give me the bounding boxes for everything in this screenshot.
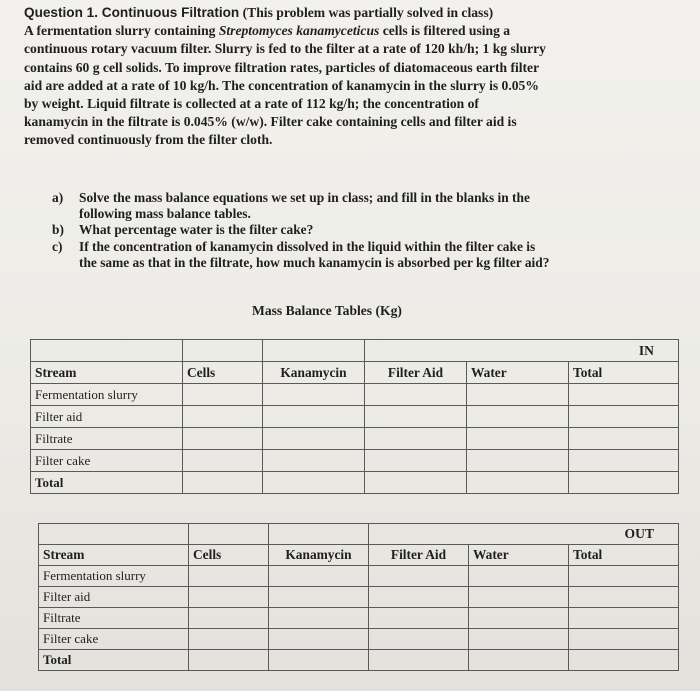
blank-cell[interactable] [469,587,569,608]
table-out-header-row [39,545,679,566]
table-cell [39,524,189,545]
mass-balance-table-out [38,523,679,671]
tables-title: Mass Balance Tables (Kg) [252,303,402,318]
blank-cell[interactable] [263,428,365,450]
blank-cell[interactable] [569,384,679,406]
subquestion-list [52,190,672,271]
blank-cell[interactable] [365,428,467,450]
question-line-7: removed continuously from the filter cloth. [24,132,273,148]
blank-cell[interactable] [183,428,263,450]
blank-cell[interactable] [467,384,569,406]
subquestion-label: a) [52,190,64,205]
question-title: Question 1. Continuous Filtration [24,5,240,20]
question-block [24,4,684,150]
subquestion-label: b) [52,222,64,238]
table-cell [263,340,365,362]
blank-cell[interactable] [263,472,365,494]
blank-cell[interactable] [189,608,269,629]
question-line-3: contains 60 g cell solids. To improve filtration rates, particles of diatomaceous earth filter [24,59,540,75]
blank-cell[interactable] [263,384,365,406]
header-kanamycin: Kanamycin [263,362,365,384]
blank-cell[interactable] [365,406,467,428]
question-text: A fermentation slurry containing [24,23,216,39]
blank-cell[interactable] [365,472,467,494]
blank-cell[interactable] [569,472,679,494]
header-water: Water [467,362,569,384]
blank-cell[interactable] [183,384,263,406]
row-label-filtrate: Filtrate [39,608,189,629]
row-label-filter-cake: Filter cake [39,629,189,650]
blank-cell[interactable] [269,629,369,650]
blank-cell[interactable] [269,650,369,671]
header-water: Water [469,545,569,566]
blank-cell[interactable] [469,629,569,650]
table-row [31,472,679,494]
blank-cell[interactable] [569,450,679,472]
table-cell [31,340,183,362]
subquestion-c-continued: the same as that in the filtrate, how much kanamycin is absorbed per kg filter aid? [79,254,550,270]
subquestion-text: If the concentration of kanamycin dissolved in the liquid within the filter cake is [79,238,536,254]
table-cell [269,524,369,545]
header-total: Total [569,362,679,384]
table-row [31,450,679,472]
mass-balance-table-in [30,339,679,494]
row-label-total: Total [39,650,189,671]
question-text: cells is filtered using a [382,23,511,39]
row-label-fermentation-slurry: Fermentation slurry [39,566,189,587]
blank-cell[interactable] [369,650,469,671]
blank-cell[interactable] [183,406,263,428]
blank-cell[interactable] [183,450,263,472]
subquestion-text: Solve the mass balance equations we set up in class; and fill in the blanks in the [79,190,530,205]
blank-cell[interactable] [269,566,369,587]
blank-cell[interactable] [365,384,467,406]
table-row [39,587,679,608]
subquestion-label: c) [52,238,63,254]
header-stream: Stream [31,362,183,384]
table-cell [183,340,263,362]
row-label-filter-cake: Filter cake [31,450,183,472]
blank-cell[interactable] [467,450,569,472]
section-label-out: OUT [369,524,679,545]
question-line-5: by weight. Liquid filtrate is collected at a rate of 112 kg/h; the concentration of [24,96,479,112]
blank-cell[interactable] [263,406,365,428]
row-label-filter-aid: Filter aid [39,587,189,608]
subquestion-c [52,239,672,255]
blank-cell[interactable] [569,650,679,671]
table-in-header-row [31,362,679,384]
question-line-6: kanamycin in the filtrate is 0.045% (w/w). Filter cake containing cells and filter aid is [24,114,517,130]
blank-cell[interactable] [569,406,679,428]
header-stream: Stream [39,545,189,566]
blank-cell[interactable] [189,629,269,650]
blank-cell[interactable] [369,566,469,587]
blank-cell[interactable] [369,629,469,650]
table-in-section-row [31,340,679,362]
header-cells: Cells [183,362,263,384]
blank-cell[interactable] [365,450,467,472]
blank-cell[interactable] [189,587,269,608]
blank-cell[interactable] [469,650,569,671]
question-line-2: continuous rotary vacuum filter. Slurry is fed to the filter at a rate of 120 kh/h; 1 kg slurry [24,41,546,57]
header-filter-aid: Filter Aid [365,362,467,384]
row-label-filter-aid: Filter aid [31,406,183,428]
blank-cell[interactable] [189,650,269,671]
question-line-1 [24,22,684,40]
subquestion-a-continued: following mass balance tables. [79,206,251,222]
question-line-4: aid are added at a rate of 10 kg/h. The concentration of kanamycin in the slurry is 0.05% [24,77,539,93]
blank-cell[interactable] [569,566,679,587]
table-row [31,428,679,450]
blank-cell[interactable] [569,587,679,608]
blank-cell[interactable] [569,428,679,450]
row-label-fermentation-slurry: Fermentation slurry [31,384,183,406]
table-out-section-row [39,524,679,545]
organism-name: Streptomyces kanamyceticus [218,23,380,39]
blank-cell[interactable] [469,608,569,629]
blank-cell[interactable] [467,428,569,450]
question-title-line [24,4,684,22]
header-total: Total [569,545,679,566]
table-cell [189,524,269,545]
blank-cell[interactable] [569,629,679,650]
blank-cell[interactable] [269,608,369,629]
table-row [39,650,679,671]
blank-cell[interactable] [469,566,569,587]
row-label-total: Total [31,472,183,494]
blank-cell[interactable] [467,472,569,494]
blank-cell[interactable] [369,587,469,608]
header-filter-aid: Filter Aid [369,545,469,566]
section-label-in: IN [365,340,679,362]
header-kanamycin: Kanamycin [269,545,369,566]
blank-cell[interactable] [369,608,469,629]
blank-cell[interactable] [269,587,369,608]
table-row [39,629,679,650]
blank-cell[interactable] [189,566,269,587]
table-row [31,384,679,406]
table-row [31,406,679,428]
table-row [39,566,679,587]
subquestion-b [52,222,672,238]
subquestion-a [52,190,672,206]
blank-cell[interactable] [183,472,263,494]
table-row [39,608,679,629]
row-label-filtrate: Filtrate [31,428,183,450]
blank-cell[interactable] [263,450,365,472]
question-title-note: (This problem was partially solved in class) [242,5,494,20]
blank-cell[interactable] [569,608,679,629]
subquestion-text: What percentage water is the filter cake? [79,222,314,238]
header-cells: Cells [189,545,269,566]
blank-cell[interactable] [467,406,569,428]
